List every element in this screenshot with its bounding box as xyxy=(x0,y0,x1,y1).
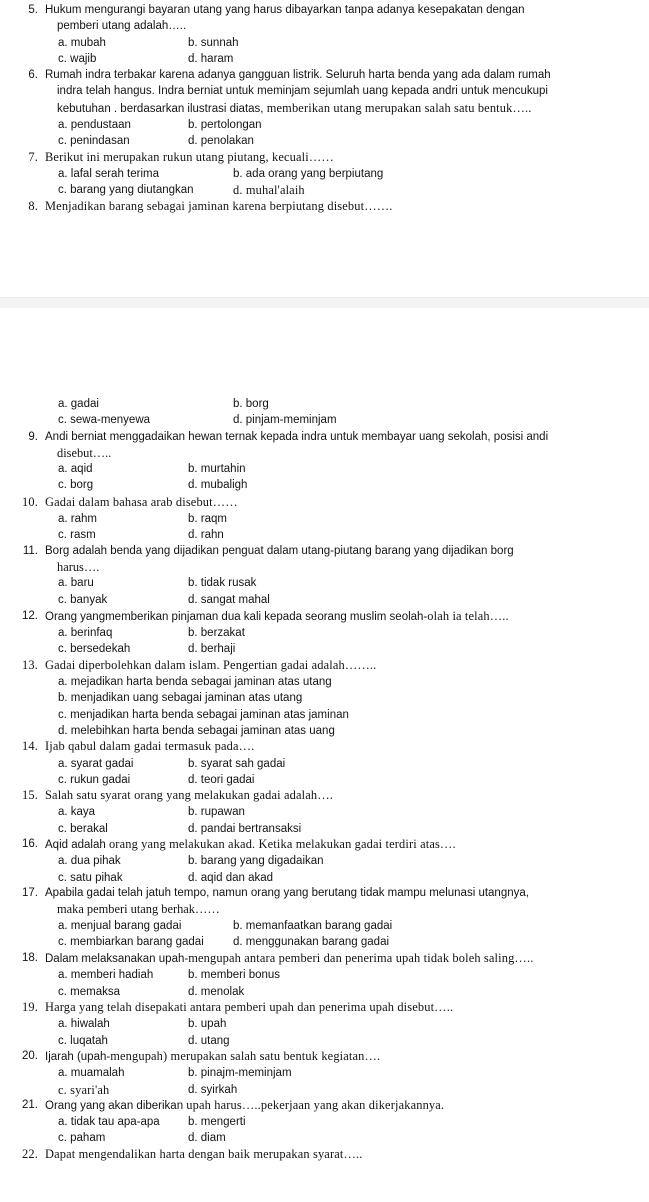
text-segment: mengupah antara pemberi dan penerima upah tidak boleh saling….. xyxy=(188,951,534,966)
text-segment: Rumah indra terbakar karena adanya gangguan listrik. Seluruh harta benda yang ada dalam rumah xyxy=(45,69,551,82)
question-item xyxy=(0,1048,649,1098)
text-segment: kebutuhan . berdasarkan ilustrasi diatas, xyxy=(57,102,264,115)
text-segment: Hukum mengurangi bayaran utang yang harus dibayarkan tanpa adanya kesepakatan dengan xyxy=(45,4,525,16)
answer-option[interactable]: b. berzakat xyxy=(188,627,245,640)
question-number: 22. xyxy=(22,1146,38,1161)
answer-option[interactable]: b. rupawan xyxy=(188,806,245,819)
question-stem xyxy=(45,429,649,445)
answer-option[interactable]: b. memanfaatkan barang gadai xyxy=(233,919,393,932)
question-stem xyxy=(45,198,649,215)
question-item xyxy=(0,608,649,658)
question-stem xyxy=(45,738,649,755)
answer-option[interactable]: a. berinfaq xyxy=(58,627,113,640)
option-row xyxy=(45,1082,649,1098)
answer-option[interactable]: c. syari'ah xyxy=(58,1082,110,1097)
answer-option[interactable]: a. rahm xyxy=(58,513,97,526)
question-number: 15. xyxy=(22,788,38,803)
question-number: 8. xyxy=(28,198,38,213)
answer-option[interactable]: b. upah xyxy=(188,1018,227,1031)
option-row xyxy=(45,804,649,820)
answer-option[interactable]: c. paham xyxy=(58,1132,106,1145)
option-row xyxy=(45,51,649,67)
answer-option[interactable]: a. hiwalah xyxy=(58,1018,110,1031)
option-row xyxy=(45,527,649,543)
answer-option[interactable]: a. menjual barang gadai xyxy=(58,919,182,932)
question-item xyxy=(0,198,649,215)
question-stem-continuation xyxy=(45,83,649,99)
answer-option[interactable]: b. sunnah xyxy=(188,36,239,49)
option-row xyxy=(45,756,649,772)
answer-option[interactable]: d. pandai bertransaksi xyxy=(188,822,302,835)
question-item xyxy=(0,543,649,608)
answer-option[interactable]: c. banyak xyxy=(58,593,108,606)
question-stem xyxy=(45,149,649,166)
text-segment: Berikut ini merupakan rukun utang piutang, kecuali…… xyxy=(45,149,334,164)
answer-option[interactable]: c. berakal xyxy=(58,822,108,835)
option-row xyxy=(45,853,649,869)
text-segment: indra telah hangus. Indra berniat untuk meminjam sejumlah uang kepada andri untuk mencukupi xyxy=(57,85,548,98)
answer-option[interactable]: c. wajib xyxy=(58,52,97,65)
text-segment: Borg adalah benda yang dijadikan penguat dalam utang-piutang barang yang dijadikan borg xyxy=(45,544,514,557)
answer-option[interactable]: a. memberi hadiah xyxy=(58,969,154,982)
option-row xyxy=(45,1033,649,1049)
text-segment: Andi berniat menggadaikan hewan ternak kepada indra untuk membayar uang sekolah, posisi andi xyxy=(45,430,549,443)
question-stem xyxy=(45,2,649,18)
answer-option[interactable]: b. menjadikan uang sebagai jaminan atas utang xyxy=(58,692,303,705)
answer-option[interactable]: b. pinajm-meminjam xyxy=(188,1067,292,1080)
question-number: 6. xyxy=(28,69,38,82)
option-row xyxy=(45,182,649,198)
answer-option[interactable]: c. memaksa xyxy=(58,985,120,998)
question-stem xyxy=(45,1146,649,1163)
option-row xyxy=(45,575,649,591)
question-item xyxy=(0,950,649,1000)
text-segment: Dalam melaksanakan upah- xyxy=(45,953,189,966)
option-row xyxy=(45,934,649,950)
answer-option[interactable]: d. diam xyxy=(188,1132,226,1145)
answer-option[interactable]: b. mengerti xyxy=(188,1116,246,1129)
answer-option[interactable]: d. haram xyxy=(188,52,234,65)
answer-option[interactable]: c. barang yang diutangkan xyxy=(58,184,194,197)
question-stem xyxy=(45,67,649,83)
answer-option[interactable]: b. tidak rusak xyxy=(188,577,257,590)
question-stem-continuation: maka pemberi utang berhak…… xyxy=(57,902,220,917)
question-item xyxy=(0,1146,649,1163)
option-row xyxy=(45,967,649,983)
question-stem xyxy=(45,836,649,853)
question-stem-continuation: harus…. xyxy=(57,559,100,574)
question-number: 13. xyxy=(22,657,38,672)
text-segment: Ijab qabul dalam gadai termasuk pada…. xyxy=(45,739,255,754)
question-number: 16. xyxy=(22,838,38,851)
question-number: 18. xyxy=(22,952,38,965)
question-item xyxy=(0,1097,649,1147)
question-number: 10. xyxy=(22,494,38,509)
option-row xyxy=(45,870,649,886)
answer-option[interactable]: b. raqm xyxy=(188,513,227,526)
option-row xyxy=(45,821,649,837)
question-item xyxy=(0,2,649,67)
option-row xyxy=(45,35,649,51)
answer-option[interactable]: c. menjadikan harta benda sebagai jaminan atas jaminan xyxy=(58,708,349,721)
question-stem-continuation: pemberi utang adalah….. xyxy=(57,20,187,33)
answer-option[interactable]: b. pertolongan xyxy=(188,119,262,132)
question-number: 11. xyxy=(22,544,38,557)
text-segment: upah harus…..pekerjaan yang akan dikerjakannya. xyxy=(186,1097,445,1112)
answer-option[interactable]: c. bersedekah xyxy=(58,643,131,656)
answer-option[interactable]: d. syirkah xyxy=(188,1083,238,1096)
question-item xyxy=(0,494,649,544)
question-item xyxy=(0,738,649,788)
option-row xyxy=(45,641,649,657)
answer-option[interactable]: b. murtahin xyxy=(188,463,246,476)
question-number: 19. xyxy=(22,1000,38,1015)
text-segment: Orang yangmemberikan pinjaman dua kali kepada seorang muslim seolah- xyxy=(45,610,428,623)
question-number: 7. xyxy=(28,149,38,164)
answer-option[interactable]: d. menggunakan barang gadai xyxy=(233,935,390,948)
text-segment: Aqid adalah xyxy=(45,839,109,852)
answer-option[interactable]: b. barang yang digadaikan xyxy=(188,855,324,868)
answer-option[interactable]: a. mejadikan harta benda sebagai jaminan atas utang xyxy=(58,676,332,689)
answer-option[interactable]: d. melebihkan harta benda sebagai jaminan atas uang xyxy=(58,724,335,737)
option-row xyxy=(45,918,649,934)
question-stem xyxy=(45,543,649,559)
answer-option[interactable]: c. satu pihak xyxy=(58,871,123,884)
answer-option[interactable]: a. mubah xyxy=(58,36,106,49)
text-segment: Gadai diperbolehkan dalam islam. Pengertian gadai adalah…….. xyxy=(45,657,377,672)
answer-option[interactable]: b. ada orang yang berpiutang xyxy=(233,167,384,180)
text-segment: orang yang melakukan akad. Ketika melakukan gadai terdiri atas…. xyxy=(108,837,456,852)
answer-option[interactable]: d. aqid dan akad xyxy=(188,871,274,884)
option-row xyxy=(45,1016,649,1032)
answer-option[interactable]: c. penindasan xyxy=(58,135,130,148)
answer-option[interactable]: a. pendustaan xyxy=(58,119,131,132)
answer-option[interactable]: c. borg xyxy=(58,479,94,492)
question-stem xyxy=(45,999,649,1016)
answer-option[interactable]: b. syarat sah gadai xyxy=(188,757,286,770)
text-segment: Salah satu syarat orang yang melakukan gadai adalah…. xyxy=(45,788,334,803)
answer-option[interactable]: d. pinjam-meminjam xyxy=(233,414,337,427)
question-number: 14. xyxy=(22,739,38,754)
question-stem xyxy=(45,1048,649,1065)
answer-option[interactable]: d. mubaligh xyxy=(188,479,248,492)
text-segment: Dapat mengendalikan harta dengan baik merupakan syarat….. xyxy=(45,1146,363,1161)
question-number: 17. xyxy=(22,887,38,899)
text-segment: Ijarah (upah- xyxy=(45,1051,111,1063)
question-item xyxy=(0,787,649,837)
question-item xyxy=(0,429,649,494)
answer-option[interactable]: a. baru xyxy=(58,577,94,590)
question-stem xyxy=(45,657,649,674)
question-stem-continuation: disebut….. xyxy=(57,445,112,460)
text-segment: Orang yang akan diberikan xyxy=(45,1099,187,1112)
option-row xyxy=(45,133,649,149)
answer-option[interactable]: d. sangat mahal xyxy=(188,593,270,606)
answer-option[interactable]: d. utang xyxy=(188,1034,230,1047)
option-row xyxy=(45,396,649,412)
option-row xyxy=(45,117,649,133)
option-row xyxy=(45,1130,649,1146)
question-item xyxy=(0,885,649,950)
answer-option[interactable]: a. lafal serah terima xyxy=(58,167,159,180)
question-number: 20. xyxy=(22,1050,38,1062)
option-row xyxy=(45,625,649,641)
answer-option[interactable]: a. muamalah xyxy=(58,1067,125,1080)
answer-option[interactable]: d. muhal'alaih xyxy=(233,183,305,198)
question-stem-continuation xyxy=(45,100,649,117)
option-row xyxy=(45,772,649,788)
answer-option[interactable]: d. penolakan xyxy=(188,135,254,148)
question-number: 9. xyxy=(28,430,38,443)
option-row xyxy=(45,412,649,428)
answer-option[interactable]: a. dua pihak xyxy=(58,855,121,868)
answer-option[interactable]: b. borg xyxy=(233,398,269,410)
question-stem xyxy=(45,1097,649,1114)
question-item xyxy=(0,836,649,886)
answer-option[interactable]: a. syarat gadai xyxy=(58,757,134,770)
text-segment: Apabila gadai telah jatuh tempo, namun orang yang berutang tidak mampu melunasi utangnya, xyxy=(45,887,529,899)
answer-option[interactable]: a. tidak tau apa-apa xyxy=(58,1116,160,1129)
question-stem xyxy=(45,608,649,625)
question-stem xyxy=(45,494,649,511)
option-row xyxy=(45,1114,649,1130)
question-item xyxy=(0,149,649,199)
answer-option[interactable]: d. rahn xyxy=(188,529,224,542)
answer-option[interactable]: c. sewa-menyewa xyxy=(58,414,151,427)
text-segment: Harga yang telah disepakati antara pemberi upah dan penerima upah disebut….. xyxy=(45,1000,454,1015)
answer-option[interactable]: b. memberi bonus xyxy=(188,969,281,982)
answer-option[interactable]: a. gadai xyxy=(58,398,99,410)
answer-option[interactable]: a. kaya xyxy=(58,806,96,819)
answer-option[interactable]: d. menolak xyxy=(188,985,245,998)
question-stem xyxy=(45,950,649,967)
text-segment: olah ia telah….. xyxy=(427,608,509,623)
answer-option[interactable]: c. luqatah xyxy=(58,1034,108,1047)
option-row xyxy=(45,461,649,477)
text-segment: Menjadikan barang sebagai jaminan karena berpiutang disebut……. xyxy=(45,198,393,213)
question-item xyxy=(0,657,649,739)
answer-option[interactable]: d. berhaji xyxy=(188,643,236,656)
option-row xyxy=(45,592,649,608)
answer-option[interactable]: d. teori gadai xyxy=(188,773,255,786)
question-stem xyxy=(45,885,649,901)
answer-option[interactable]: c. membiarkan barang gadai xyxy=(58,935,204,948)
option-row xyxy=(45,477,649,493)
option-row xyxy=(45,1065,649,1081)
option-stack xyxy=(45,674,649,739)
text-segment: mengupah) merupakan salah satu bentuk kegiatan…. xyxy=(110,1049,381,1063)
answer-option[interactable]: c. rasm xyxy=(58,529,96,542)
option-row xyxy=(45,166,649,182)
text-segment: memberikan utang merupakan salah satu bentuk….. xyxy=(263,100,532,115)
text-segment: Gadai dalam bahasa arab disebut…… xyxy=(45,494,238,509)
question-number: 5. xyxy=(28,4,38,16)
question-item xyxy=(0,999,649,1049)
question-number: 21. xyxy=(22,1098,38,1111)
question-item xyxy=(0,67,649,149)
question-item xyxy=(0,396,649,429)
option-row xyxy=(45,511,649,527)
answer-option[interactable]: a. aqid xyxy=(58,463,93,476)
answer-option[interactable]: c. rukun gadai xyxy=(58,773,131,786)
question-stem xyxy=(45,787,649,804)
option-row xyxy=(45,984,649,1000)
question-number: 12. xyxy=(22,609,38,622)
